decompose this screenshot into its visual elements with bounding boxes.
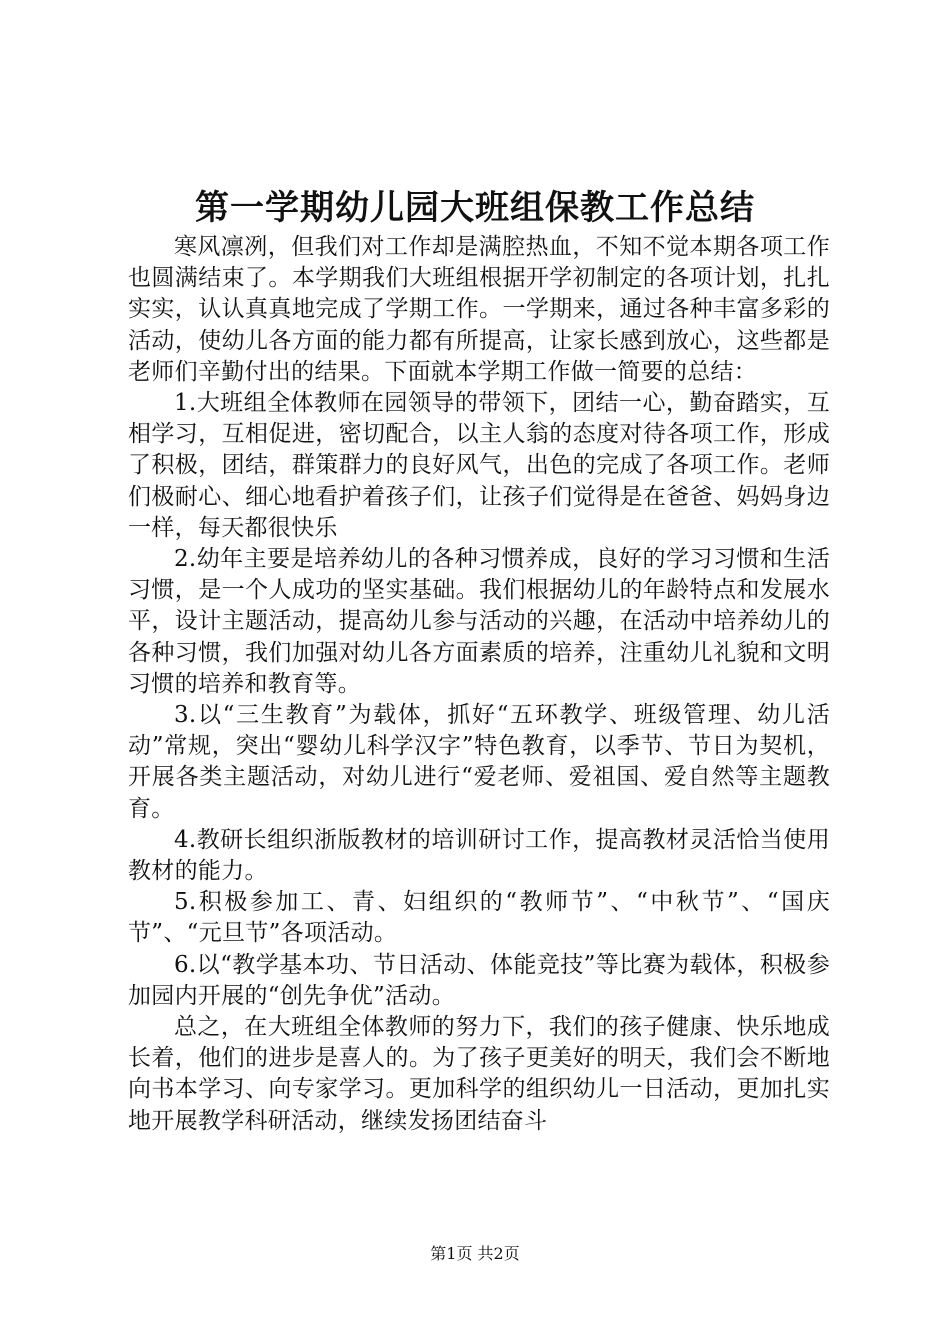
item-paragraph-5: 5.积极参加工、青、妇组织的“教师节”、“中秋节”、“国庆节”、“元旦节”各项活动。	[128, 889, 830, 947]
item-paragraph-6: 6.以“教学基本功、节日活动、体能竞技”等比赛为载体，积极参加园内开展的“创先争优”活动。	[128, 951, 830, 1009]
intro-paragraph: 寒风凛冽，但我们对工作却是满腔热血，不知不觉本期各项工作也圆满结束了。本学期我们大班组根据开学初制定的各项计划，扎扎实实，认认真真地完成了学期工作。一学期来，通过各种丰富多彩的活动，使幼儿各方面的能力都有所提高，让家长感到放心，这些都是老师们辛勤付出的结果。下面就本学期工作做一简要的总结：	[128, 234, 830, 385]
document-body	[128, 232, 830, 1137]
document-title: 第一学期幼儿园大班组保教工作总结	[195, 188, 755, 228]
item-paragraph-1: 1.大班组全体教师在园领导的带领下，团结一心，勤奋踏实，互相学习，互相促进，密切配合，以主人翁的态度对待各项工作，形成了积极，团结，群策群力的良好风气，出色的完成了各项工作。老师们极耐心、细心地看护着孩子们，让孩子们觉得是在爸爸、妈妈身边一样，每天都很快乐	[128, 390, 830, 541]
conclusion-paragraph: 总之，在大班组全体教师的努力下，我们的孩子健康、快乐地成长着，他们的进步是喜人的。为了孩子更美好的明天，我们会不断地向书本学习、向专家学习。更加科学的组织幼儿一日活动，更加扎实地开展教学科研活动，继续发扬团结奋斗	[128, 1014, 830, 1134]
item-paragraph-3: 3.以“三生教育”为载体，抓好“五环教学、班级管理、幼儿活动”常规，突出“婴幼儿科学汉字”特色教育，以季节、节日为契机，开展各类主题活动，对幼儿进行“爱老师、爱祖国、爱自然等主题教育。	[128, 702, 830, 822]
item-paragraph-2: 2.幼年主要是培养幼儿的各种习惯养成，良好的学习习惯和生活习惯，是一个人成功的坚实基础。我们根据幼儿的年龄特点和发展水平，设计主题活动，提高幼儿参与活动的兴趣，在活动中培养幼儿的各种习惯，我们加强对幼儿各方面素质的培养，注重幼儿礼貌和文明习惯的培养和教育等。	[128, 546, 830, 697]
item-paragraph-4: 4.教研长组织浙版教材的培训研讨工作，提高教材灵活恰当使用教材的能力。	[128, 826, 830, 885]
page-footer: 第1页 共2页	[430, 1244, 520, 1263]
